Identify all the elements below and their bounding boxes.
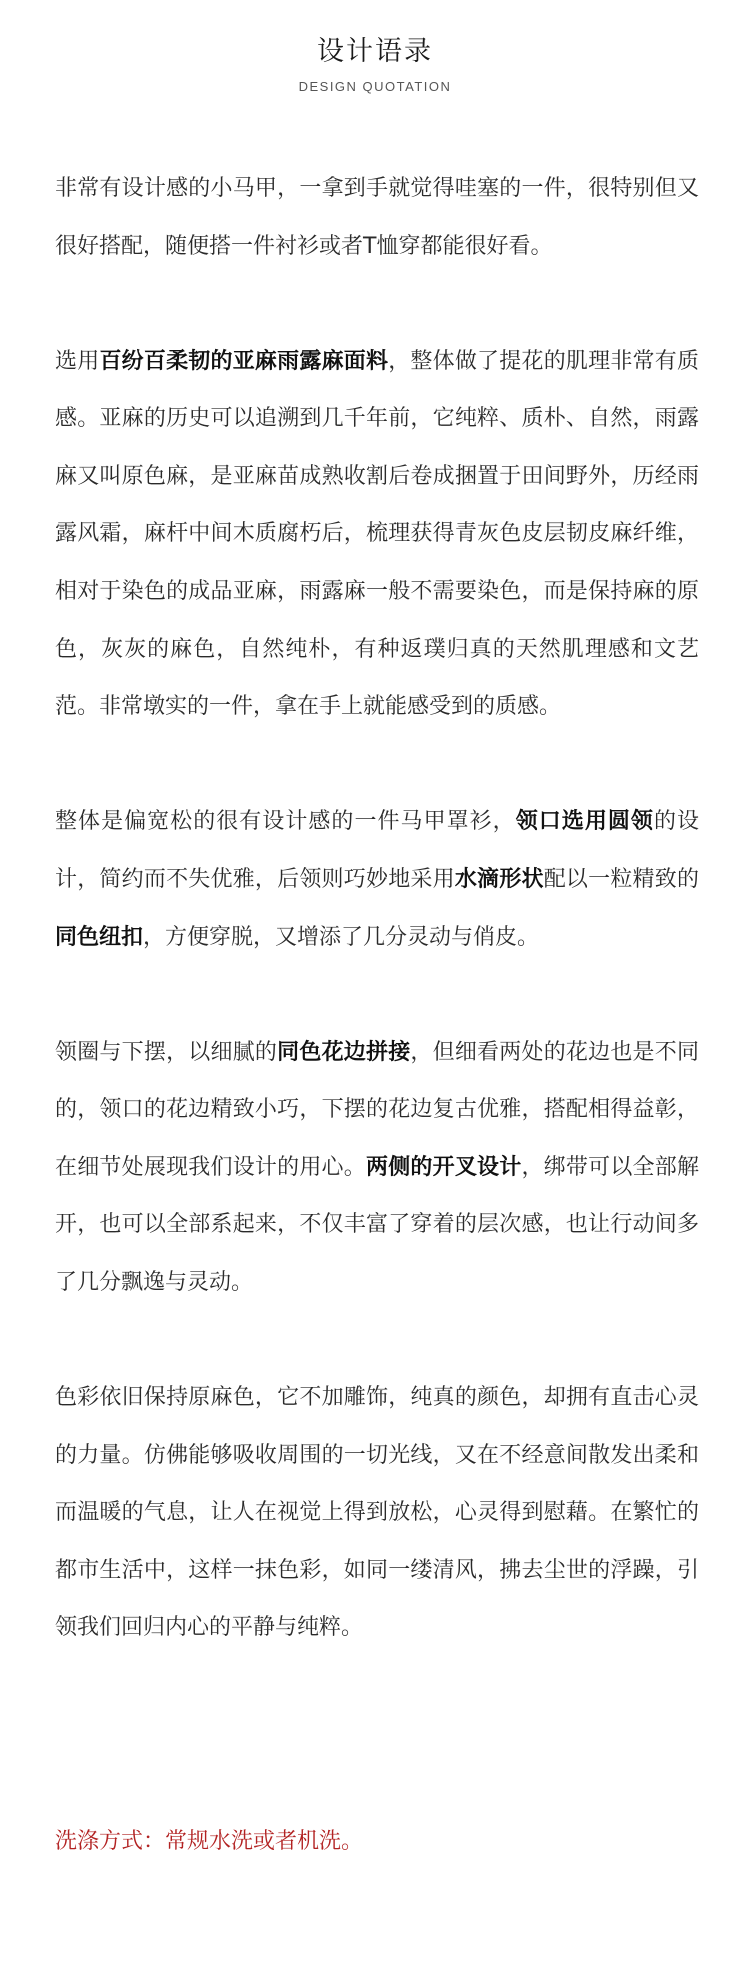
paragraph-collar: [55, 793, 699, 966]
body-text-run: ，方便穿脱，又增添了几分灵动与俏皮。: [143, 924, 540, 950]
body-text-run: ，但细看两处的花边也是不同的，领口的花边精致小巧，下摆的花边复古优雅，搭配相得益彰，在细节处展现我们设计的用心。: [55, 1039, 699, 1180]
body-text-run: 的设计，简约而不失优雅，后领则巧妙地采用: [55, 809, 699, 892]
body-text-run: ，整体做了提花的肌理非常有质感。亚麻的历史可以追溯到几千年前，它纯粹、质朴、自然，雨露麻又叫原色麻，是亚麻苗成熟收割后卷成捆置于田间野外，历经雨露风霜，麻杆中间木质腐朽后，梳理获得青灰色皮层韧皮麻纤维，相对于染色的成品亚麻，雨露麻一般不需要染色，而是保持麻的原色，灰灰的麻色，自然纯朴，有种返璞归真的天然肌理感和文艺范。非常墩实的一件，拿在手上就能感受到的质感。: [55, 348, 699, 720]
body-text-run: 整体是偏宽松的很有设计感的一件马甲罩衫，: [55, 809, 516, 835]
body-text-run: 选用: [55, 348, 100, 374]
body-text-run: 非常有设计感的小马甲，一拿到手就觉得哇塞的一件，很特别但又很好搭配，随便搭一件衬衫或者T恤穿都能很好看。: [55, 176, 699, 259]
description-body: [55, 160, 699, 1715]
highlight-text: 两侧的开叉设计: [365, 1154, 522, 1180]
body-text-run: 配以一粒精致的: [543, 866, 699, 892]
body-text-run: ，绑带可以全部解开，也可以全部系起来，不仅丰富了穿着的层次感，也让行动间多了几分飘逸与灵动。: [55, 1154, 699, 1295]
paragraph-fabric: [55, 333, 699, 736]
section-subtitle: DESIGN QUOTATION: [298, 79, 452, 94]
paragraph-design-intro: [55, 160, 699, 275]
washing-instructions: 洗涤方式：常规水洗或者机洗。: [55, 1829, 364, 1854]
highlight-text: 同色花边拼接: [277, 1039, 411, 1065]
section-header: [0, 0, 750, 96]
highlight-text: 领口选用圆领: [515, 809, 654, 835]
paragraph-color: [55, 1369, 699, 1657]
body-text-run: 色彩依旧保持原麻色，它不加雕饰，纯真的颜色，却拥有直击心灵的力量。仿佛能够吸收周围的一切光线，又在不经意间散发出柔和而温暖的气息，让人在视觉上得到放松，心灵得到慰藉。在繁忙的都市生活中，这样一抹色彩，如同一缕清风，拂去尘世的浮躁，引领我们回归内心的平静与纯粹。: [55, 1385, 699, 1641]
paragraph-lace-trim: [55, 1024, 699, 1312]
body-text-run: 领圈与下摆，以细腻的: [55, 1039, 278, 1065]
section-title: 设计语录: [317, 36, 433, 67]
highlight-text: 同色纽扣: [55, 924, 144, 950]
highlight-text: 水滴形状: [454, 866, 544, 892]
highlight-text: 百纷百柔韧的亚麻雨露麻面料: [99, 348, 389, 374]
